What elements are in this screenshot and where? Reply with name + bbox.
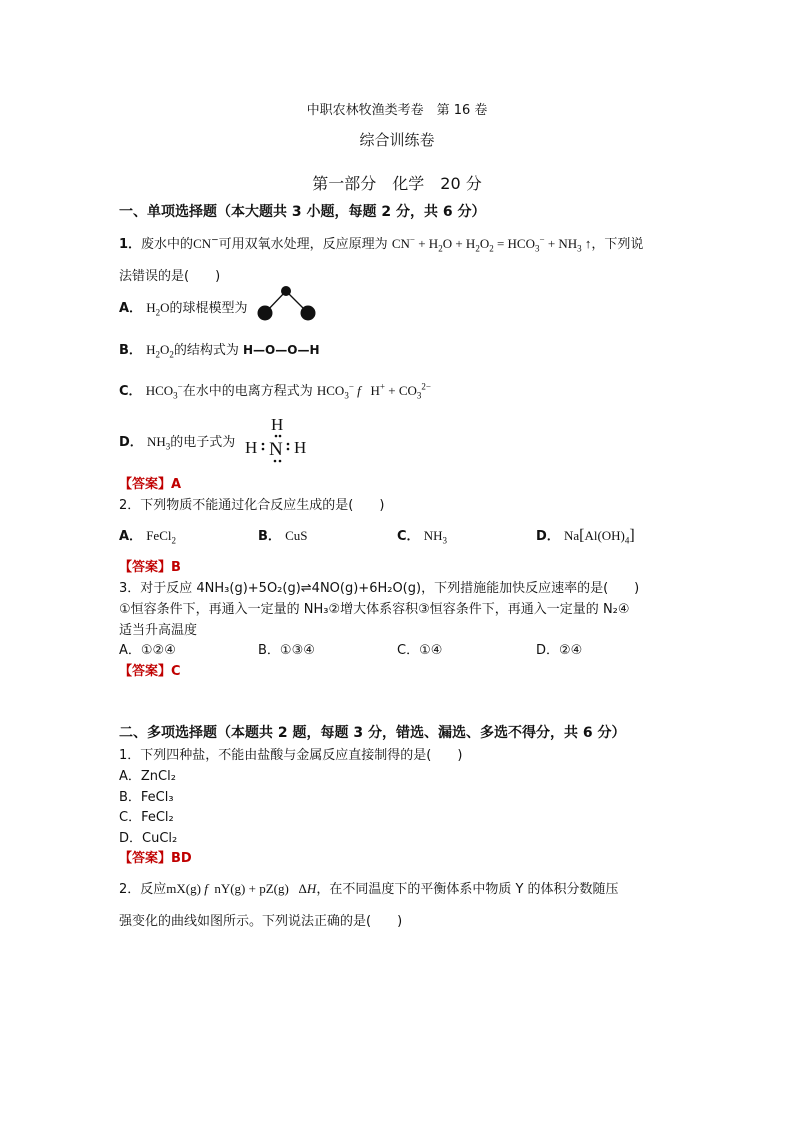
section2-title: 二、多项选择题（本题共 2 题，每题 3 分，错选、漏选、多选不得分，共 6 分） <box>119 725 626 741</box>
s1-q2-option-a: A． FeCl$_2$ <box>119 528 176 546</box>
s2-q1-stem: 1．下列四种盐，不能由盐酸与金属反应直接制得的是( ) <box>119 748 463 763</box>
exam-title: 中职农林牧渔类考卷 第 16 卷 <box>306 103 488 118</box>
s1-q2-stem: 2．下列物质不能通过化合反应生成的是( ) <box>119 498 385 513</box>
s1-q2-option-b: B． CuS <box>258 528 308 544</box>
svg-text:H: H <box>245 438 258 457</box>
s2-q1-option-b: B．FeCl₃ <box>119 790 174 805</box>
s2-q1-option-c: C．FeCl₂ <box>119 810 174 825</box>
s1-q3-answer: 【答案】C <box>119 664 181 679</box>
exam-subtitle: 综合训练卷 <box>359 131 435 149</box>
s2-q2-line2: 强变化的曲线如图所示。下列说法正确的是( ) <box>119 914 403 929</box>
s2-q1-option-a: A．ZnCl₂ <box>119 769 176 784</box>
s2-q1-option-d: D．CuCl₂ <box>119 831 178 846</box>
reaction-equation: $CN^- + H_2O + H_2O_2 = HCO_3^- + NH_3$ ↑ <box>391 234 592 254</box>
s1-q3-option-c: C．①④ <box>397 643 443 658</box>
s1-q1-option-a: A． $H_2O$的球棍模型为 <box>119 300 248 318</box>
s1-q3-option-d: D．②④ <box>536 643 583 658</box>
s1-q1-answer: 【答案】A <box>119 477 182 492</box>
svg-text:N: N <box>269 439 283 460</box>
s1-q3-line2: ①恒容条件下，再通入一定量的 NH₃②增大体系容积③恒容条件下，再通入一定量的 N₂④ <box>119 602 630 617</box>
s1-q1-option-c: C． $HCO_3^-$在水中的电离方程式为 $HCO_3^-$ f $H^+ + CO_3^{2-}$ <box>119 381 431 401</box>
s2-q2-stem: 2．反应mX(g) f nY(g) + pZ(g) ΔH，在不同温度下的平衡体系中物质 Y 的体积分数随压 <box>119 881 619 897</box>
water-ball-stick-model <box>252 284 322 324</box>
s1-q1-option-d: D． $NH_3$的电子式为 <box>119 434 236 452</box>
s1-q1-stem-line2: 法错误的是( ) <box>119 269 221 284</box>
s1-q1-stem: 1．废水中的CN−可用双氧水处理，反应原理为 $CN^- + H_2O + H_2O_2 = HCO_3^- + NH_3$ ↑，下列说 <box>119 234 644 254</box>
part-title: 第一部分 化学 20 分 <box>312 174 482 193</box>
section1-title: 一、单项选择题（本大题共 3 小题，每题 2 分，共 6 分） <box>119 204 486 220</box>
s1-q3-line3: 适当升高温度 <box>119 623 198 638</box>
hydrogen-atom <box>301 306 316 321</box>
s1-q2-option-d: D． $Na[Al(OH)_4]$ <box>536 527 635 546</box>
s1-q2-option-c: C． $NH_3$ <box>397 528 447 546</box>
s2-q1-answer: 【答案】BD <box>119 851 192 866</box>
s1-q1-option-b: B． $H_2O_2$的结构式为 H—O—O—H <box>119 342 320 360</box>
oxygen-atom <box>281 286 291 296</box>
ammonia-electron-dot-structure <box>242 412 316 468</box>
s1-q2-answer: 【答案】B <box>119 560 181 575</box>
s1-q3-option-b: B．①③④ <box>258 643 315 658</box>
s1-q3-stem: 3．对于反应 4NH₃(g)+5O₂(g)⇌4NO(g)+6H₂O(g)，下列措施能加快反应速率的是( ) <box>119 581 640 596</box>
svg-text:H: H <box>294 438 307 457</box>
svg-text:H: H <box>271 415 284 434</box>
hydrogen-atom <box>258 306 273 321</box>
s1-q3-option-a: A．①②④ <box>119 643 176 658</box>
